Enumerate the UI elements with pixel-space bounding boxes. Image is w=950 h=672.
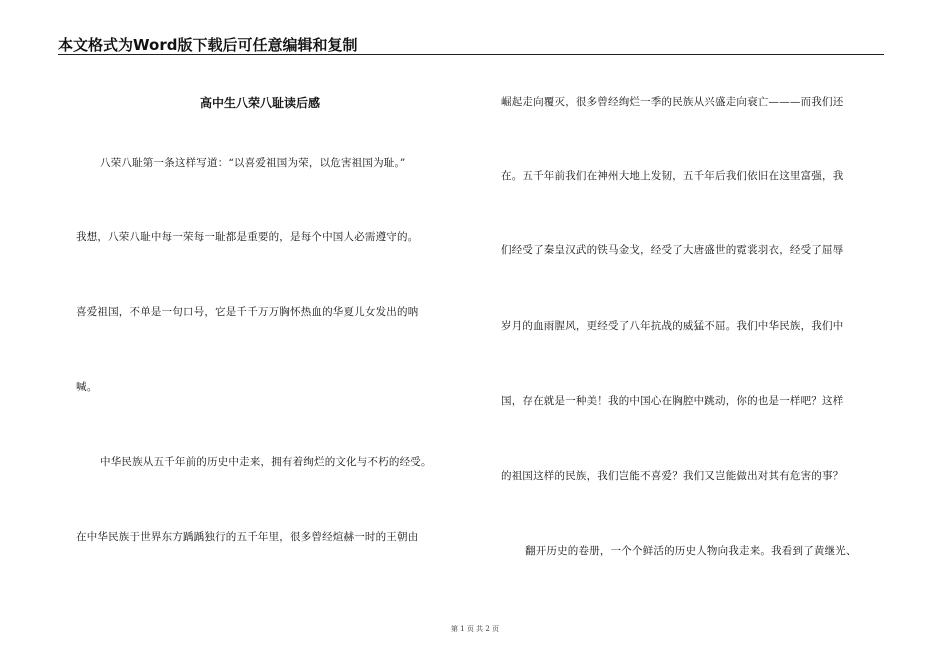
paragraph-line: 我想，八荣八耻中每一荣每一耻都是重要的，是每个中国人必需遵守的。 [76, 231, 419, 243]
paragraph-line: 翻开历史的卷册，一个个鲜活的历史人物向我走来。我看到了黄继光、 [525, 545, 857, 557]
page-number: 第 1 页 共 2 页 [450, 625, 500, 633]
paragraph-line: 岁月的血雨腥风，更经受了八年抗战的威猛不屈。我们中华民族，我们中 [501, 320, 844, 332]
paragraph-line: 国，存在就是一种美！我的中国心在胸腔中跳动，你的也是一样吧？这样 [501, 395, 844, 407]
document-header: 本文格式为Word版下载后可任意编辑和复制 [58, 36, 358, 54]
paragraph-line: 崛起走向覆灭，很多曾经绚烂一季的民族从兴盛走向衰亡———而我们还 [501, 96, 844, 108]
paragraph-line: 在中华民族于世界东方踽踽独行的五千年里，很多曾经煊赫一时的王朝由 [76, 531, 419, 543]
paragraph-line: 中华民族从五千年前的历史中走来，拥有着绚烂的文化与不朽的经受。 [100, 456, 432, 468]
header-divider [58, 54, 884, 55]
paragraph-line: 们经受了秦皇汉武的铁马金戈，经受了大唐盛世的霓裳羽衣，经受了屈辱 [501, 244, 844, 256]
paragraph-line: 的祖国这样的民族，我们岂能不喜爱？我们又岂能做出对其有危害的事？ [501, 470, 844, 482]
document-title: 高中生八荣八耻读后感 [199, 96, 320, 110]
paragraph-line: 在。五千年前我们在神州大地上发韧，五千年后我们依旧在这里富强，我 [501, 170, 844, 182]
paragraph-line: 八荣八耻第一条这样写道：“以喜爱祖国为荣，以危害祖国为耻。” [100, 157, 406, 169]
paragraph-line: 喜爱祖国，不单是一句口号，它是千千万万胸怀热血的华夏儿女发出的呐 [76, 306, 419, 318]
paragraph-line: 喊。 [76, 381, 98, 393]
